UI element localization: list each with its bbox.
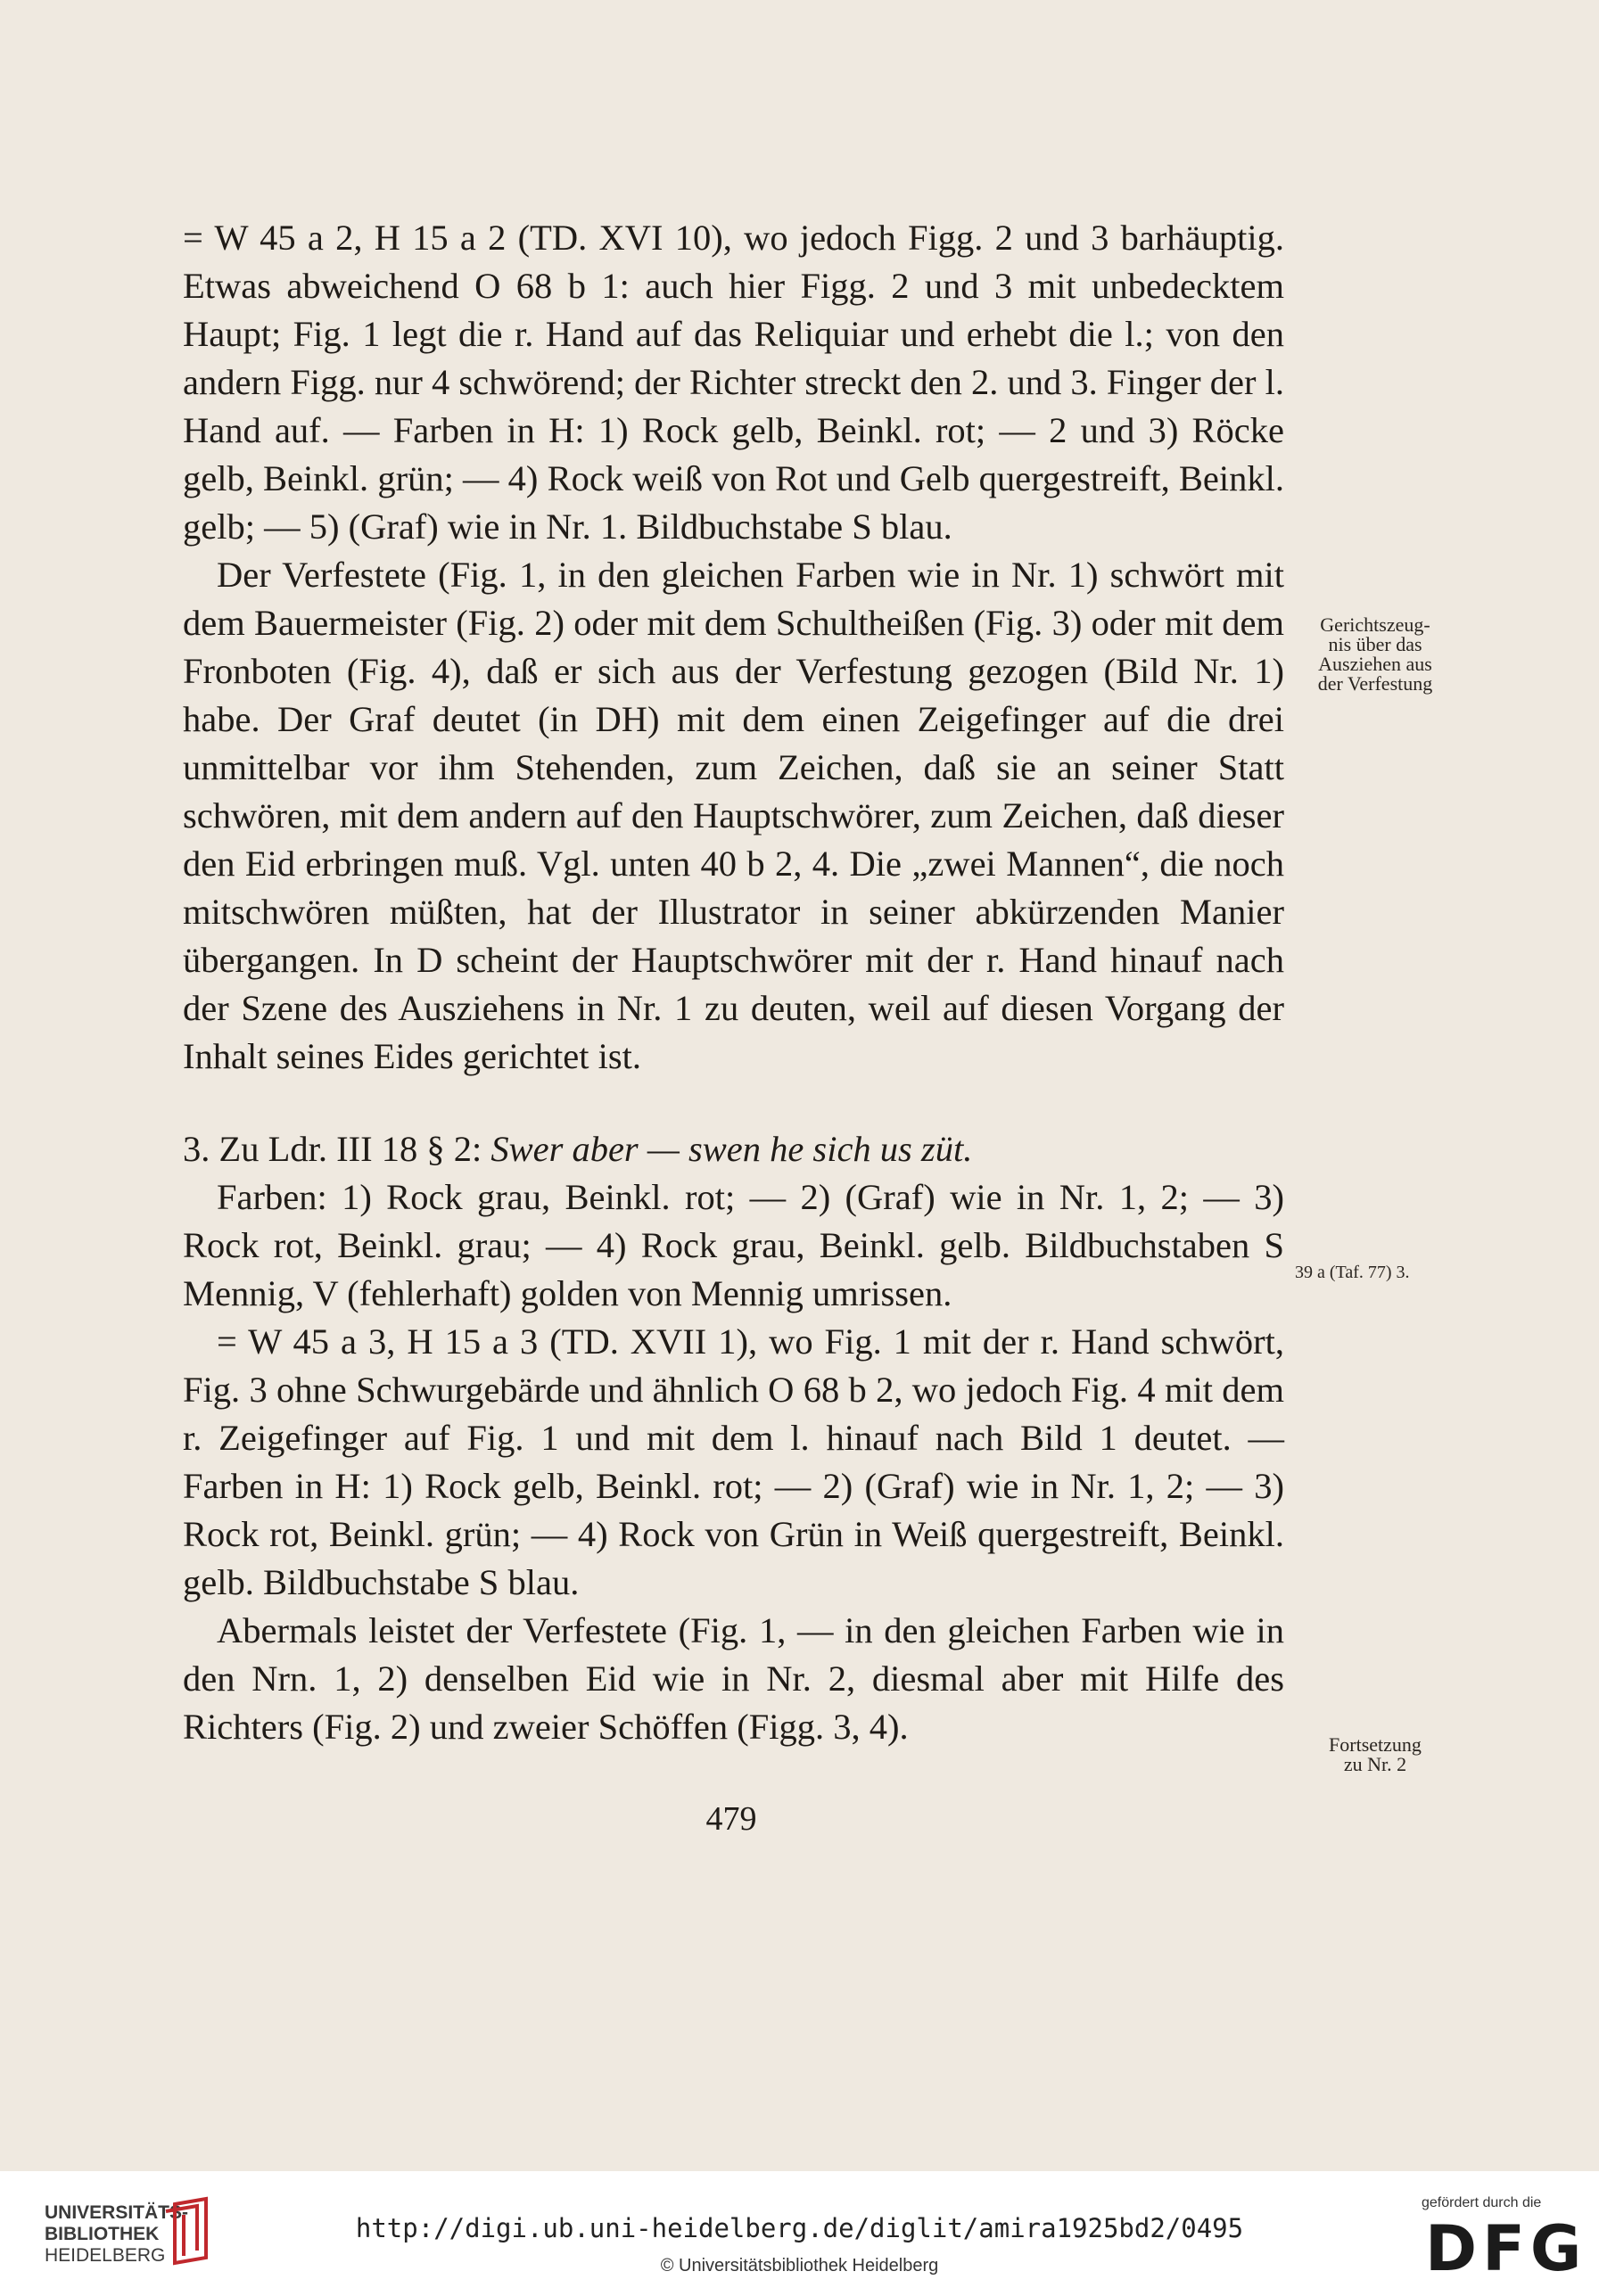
dfg-logo: DFG — [1425, 2212, 1587, 2285]
library-name: UNIVERSITÄTS- BIBLIOTHEK HEIDELBERG — [45, 2202, 189, 2266]
margin-note-plate-ref: 39 a (Taf. 77) 3. — [1295, 1263, 1410, 1282]
paragraph-4: = W 45 a 3, H 15 a 3 (TD. XVII 1), wo Fig. 1 mit der r. Hand schwört, Fig. 3 ohne Schwurgebärde und ähnlich O 68 b 2, wo jedoch Fig. 4 mit dem r. Zeigefinger auf Fig. 1 und mit dem l. hinauf nach Bild 1 deutet. — Farben in H: 1) Rock gelb, Beinkl. rot; — 2) (Graf) wie in Nr. 1, 2; — 3) Rock rot, Beinkl. grün; — 4) Rock von Grün in Weiß quergestreift, Beinkl. gelb. Bildbuchstabe S blau. — [183, 1321, 1284, 1602]
page-number: 479 — [705, 1800, 757, 1838]
section-heading-quote: Swer aber — swen he sich us züt. — [490, 1129, 973, 1169]
copyright-notice: © Universitätsbibliothek Heidelberg — [660, 2256, 939, 2275]
digital-url-link[interactable]: http://digi.ub.uni-heidelberg.de/diglit/amira1925bd2/0495 — [355, 2213, 1244, 2243]
funding-label: gefördert durch die — [1422, 2195, 1542, 2210]
paragraph-3: Farben: 1) Rock grau, Beinkl. rot; — 2) (Graf) wie in Nr. 1, 2; — 3) Rock rot, Beinkl. grau; — 4) Rock grau, Beinkl. gelb. Bildbuchstaben S Mennig, V (fehlerhaft) golden von Mennig umrissen. — [183, 1177, 1284, 1313]
paragraph-2: Der Verfestete (Fig. 1, in den gleichen Farben wie in Nr. 1) schwört mit dem Bauermeister (Fig. 2) oder mit dem Schultheißen (Fig. 3) oder mit dem Fronboten (Fig. 4), daß er sich aus der Verfestung gezogen (Bild Nr. 1) habe. Der Graf deutet (in DH) mit dem einen Zeigefinger auf die drei unmittelbar vor ihm Stehenden, zum Zeichen, daß sie an seiner Statt schwören, mit dem andern auf den Hauptschwörer, zum Zeichen, daß dieser den Eid erbringen muß. Vgl. unten 40 b 2, 4. Die „zwei Mannen“, die noch mitschwören müßten, hat der Illustrator in seiner abkürzenden Manier übergangen. In D scheint der Hauptschwörer mit der r. Hand hinauf nach der Szene des Ausziehens in Nr. 1 zu deuten, weil auf diesen Vorgang der Inhalt seines Eides gerichtet ist. — [183, 555, 1284, 1076]
section-heading — [183, 1125, 1284, 1173]
section-heading-prefix: 3. Zu Ldr. III 18 § 2: — [183, 1129, 491, 1169]
paragraph-5: Abermals leistet der Verfestete (Fig. 1, — in den gleichen Farben wie in den Nrn. 1, 2) denselben Eid wie in Nr. 2, diesmal aber mit Hilfe des Richters (Fig. 2) und zweier Schöffen (Figg. 3, 4). — [183, 1610, 1284, 1747]
margin-note-testimony: Gerichtszeug- nis über das Ausziehen aus der Verfestung — [1317, 613, 1433, 695]
body-text — [183, 214, 1284, 1751]
margin-note-continuation: Fortsetzung zu Nr. 2 — [1329, 1733, 1422, 1775]
paragraph-1: = W 45 a 2, H 15 a 2 (TD. XVI 10), wo jedoch Figg. 2 und 3 barhäuptig. Etwas abweichend O 68 b 1: auch hier Figg. 2 und 3 mit unbedecktem Haupt; Fig. 1 legt die r. Hand auf das Reliquiar und erhebt die l.; von den andern Figg. nur 4 schwörend; der Richter streckt den 2. und 3. Finger der l. Hand auf. — Farben in H: 1) Rock gelb, Beinkl. rot; — 2 und 3) Röcke gelb, Beinkl. grün; — 4) Rock weiß von Rot und Gelb quergestreift, Beinkl. gelb; — 5) (Graf) wie in Nr. 1. Bildbuchstabe S blau. — [183, 218, 1284, 547]
